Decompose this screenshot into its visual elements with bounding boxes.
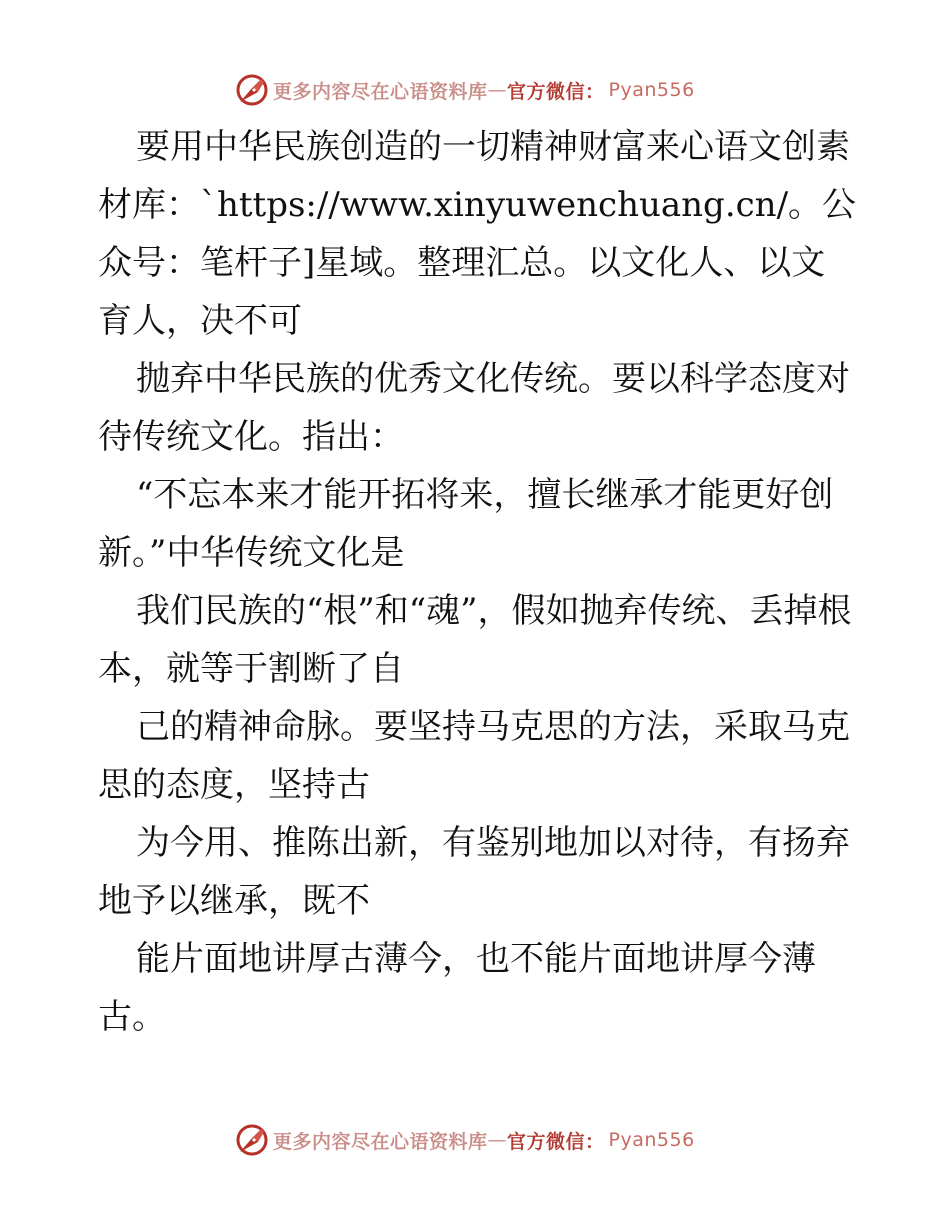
banner-colon: ： bbox=[585, 80, 605, 103]
banner-wechat-label: 官方微信 bbox=[507, 80, 586, 103]
banner-site-name: 更多内容尽在心语资料库 bbox=[273, 80, 488, 103]
banner-dash: — bbox=[487, 1129, 508, 1151]
pen-nib-logo-icon bbox=[235, 1123, 269, 1157]
pen-nib-logo-icon bbox=[235, 73, 269, 107]
banner-wechat-handle: Pyan556 bbox=[608, 79, 695, 101]
paragraph-2: 抛弃中华民族的优秀文化传统。要以科学态度对待传统文化。指出： bbox=[98, 359, 850, 457]
banner-dash: — bbox=[487, 79, 508, 101]
paragraph-4: 我们民族的“根”和“魂”，假如抛弃传统、丢掉根本，就等于割断了自 bbox=[98, 591, 852, 689]
paragraph-3: “不忘本来才能开拓将来，擅长继承才能更好创新。”中华传统文化是 bbox=[98, 475, 834, 573]
banner-wechat-label: 官方微信 bbox=[507, 1130, 586, 1153]
paragraph-7: 能片面地讲厚古薄今，也不能片面地讲厚今薄古。 bbox=[98, 939, 816, 1037]
header-banner bbox=[235, 72, 695, 108]
paragraph-6: 为今用、推陈出新，有鉴别地加以对待，有扬弃地予以继承，既不 bbox=[98, 823, 850, 921]
banner-colon: ： bbox=[585, 1130, 605, 1153]
footer-banner bbox=[235, 1122, 695, 1158]
banner-site-name: 更多内容尽在心语资料库 bbox=[273, 1130, 488, 1153]
paragraph-1: 要用中华民族创造的一切精神财富来心语文创素材库：`https://www.xinyuwenchuang.cn/。公众号：笔杆子]星域。整理汇总。以文化人、以文育人，决不可 bbox=[98, 127, 857, 341]
banner-wechat-handle: Pyan556 bbox=[608, 1129, 695, 1151]
document-body bbox=[98, 118, 858, 1046]
paragraph-5: 己的精神命脉。要坚持马克思的方法，采取马克思的态度，坚持古 bbox=[98, 707, 850, 805]
